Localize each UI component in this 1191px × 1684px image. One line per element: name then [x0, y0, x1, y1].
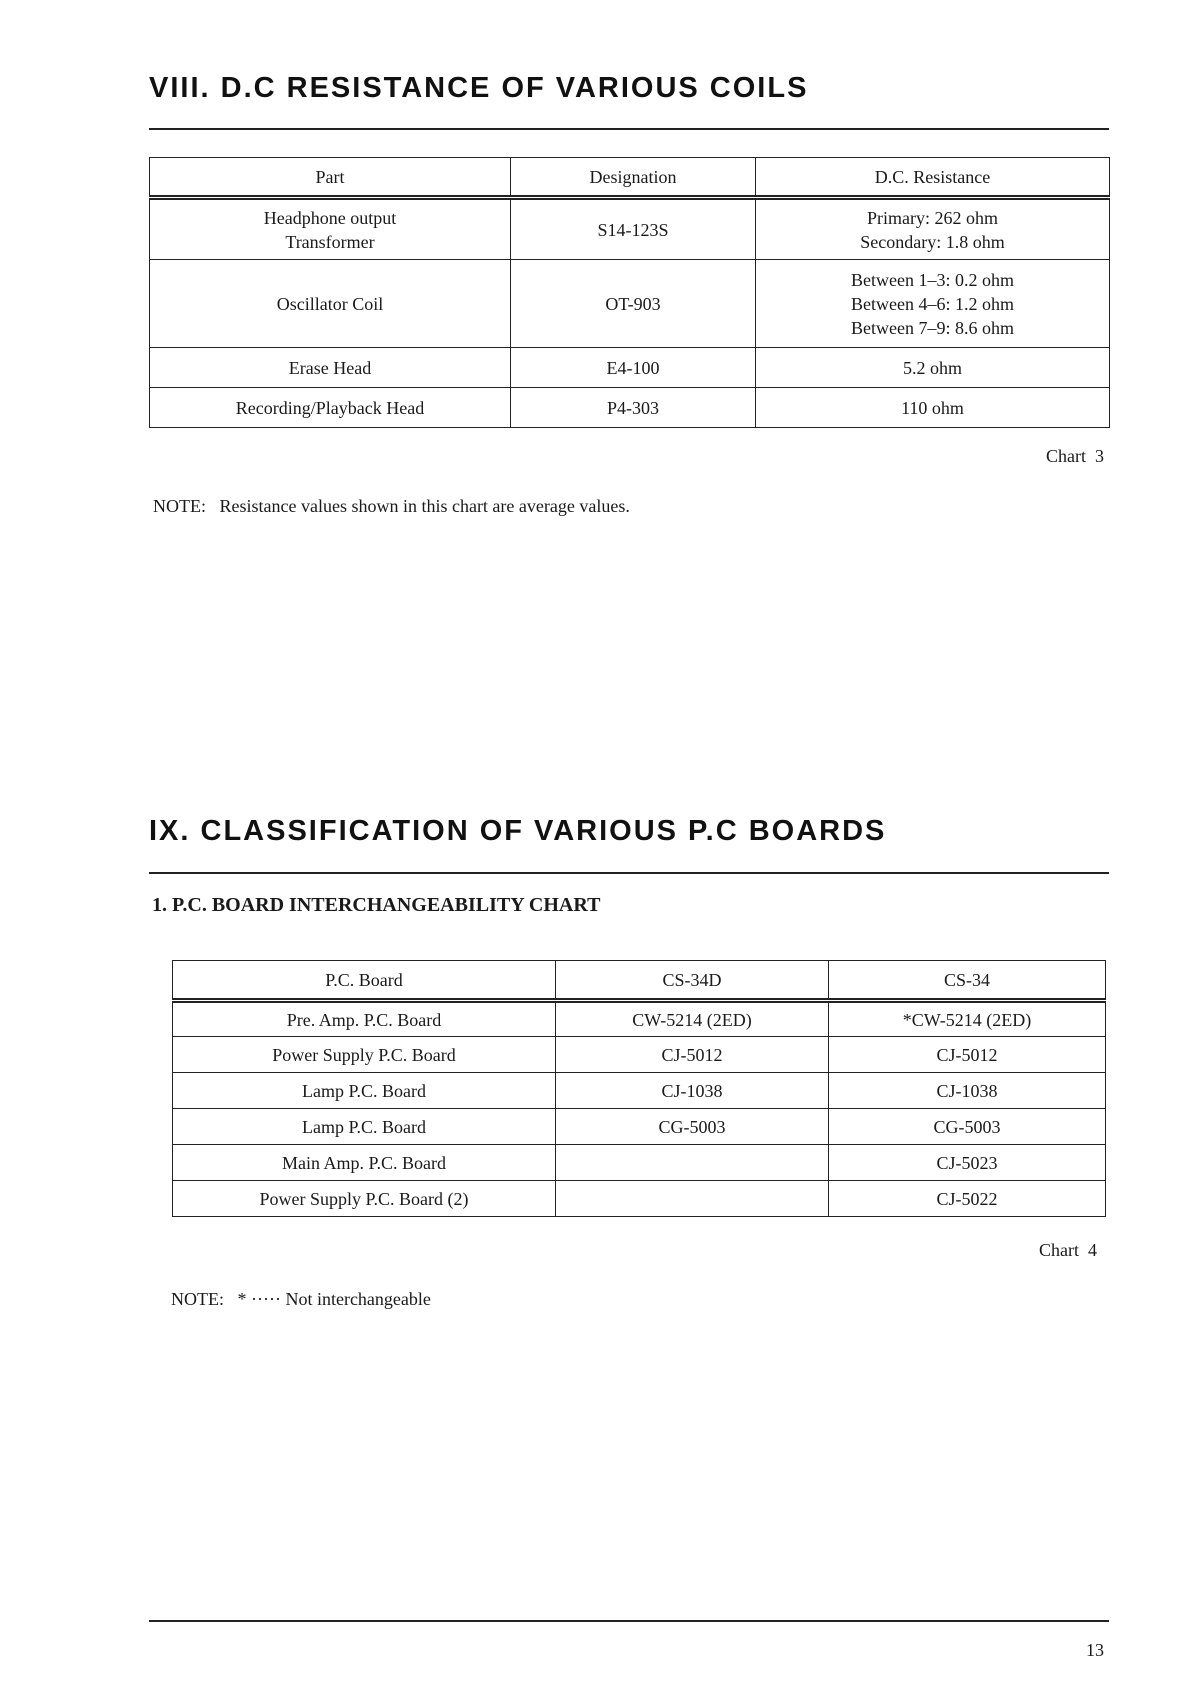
cell-cs-34: CJ-5022	[829, 1181, 1106, 1217]
cell-pc-board: Lamp P.C. Board	[173, 1073, 556, 1109]
cell-cs-34: CG-5003	[829, 1109, 1106, 1145]
table-header-row	[173, 961, 1106, 1001]
table-row	[173, 1001, 1106, 1037]
header-dc-resistance: D.C. Resistance	[756, 158, 1110, 198]
cell-line: Primary: 262 ohm	[867, 207, 998, 228]
footer-rule	[149, 1620, 1109, 1622]
cell-cs-34d: CJ-5012	[556, 1037, 829, 1073]
cell-part: Recording/Playback Head	[150, 388, 511, 428]
cell-designation: E4-100	[511, 348, 756, 388]
section-8-note: NOTE: Resistance values shown in this chart are average values.	[153, 496, 630, 516]
cell-pc-board: Power Supply P.C. Board	[173, 1037, 556, 1073]
cell-cs-34d	[556, 1181, 829, 1217]
cell-part	[150, 198, 511, 260]
cell-line: Between 7–9: 8.6 ohm	[851, 317, 1014, 338]
cell-line: Secondary: 1.8 ohm	[860, 231, 1005, 252]
header-part: Part	[150, 158, 511, 198]
cell-pc-board: Pre. Amp. P.C. Board	[173, 1001, 556, 1037]
section-9-subheading: 1. P.C. BOARD INTERCHANGEABILITY CHART	[152, 894, 601, 916]
pc-board-table	[172, 960, 1106, 1217]
cell-resistance	[756, 198, 1110, 260]
header-cs-34: CS-34	[829, 961, 1106, 1001]
section-9-rule	[149, 872, 1109, 874]
chart-4-label: Chart 4	[1039, 1240, 1097, 1260]
table-row	[150, 348, 1110, 388]
cell-designation: P4-303	[511, 388, 756, 428]
coil-resistance-table	[149, 157, 1110, 428]
header-designation: Designation	[511, 158, 756, 198]
cell-cs-34d: CG-5003	[556, 1109, 829, 1145]
table-row	[173, 1109, 1106, 1145]
table-row	[173, 1073, 1106, 1109]
cell-cs-34: CJ-5012	[829, 1037, 1106, 1073]
cell-part: Erase Head	[150, 348, 511, 388]
cell-pc-board: Power Supply P.C. Board (2)	[173, 1181, 556, 1217]
cell-cs-34: *CW-5214 (2ED)	[829, 1001, 1106, 1037]
cell-designation: OT-903	[511, 260, 756, 348]
cell-cs-34d	[556, 1145, 829, 1181]
section-8-rule	[149, 128, 1109, 130]
section-9-title: IX. CLASSIFICATION OF VARIOUS P.C BOARDS	[149, 815, 887, 847]
cell-part: Oscillator Coil	[150, 260, 511, 348]
cell-line: Between 4–6: 1.2 ohm	[851, 293, 1014, 314]
table-row	[173, 1037, 1106, 1073]
table-row	[150, 388, 1110, 428]
table-row	[150, 260, 1110, 348]
table-row	[173, 1181, 1106, 1217]
chart-3-label: Chart 3	[1046, 446, 1104, 466]
cell-cs-34: CJ-1038	[829, 1073, 1106, 1109]
cell-pc-board: Main Amp. P.C. Board	[173, 1145, 556, 1181]
cell-line: Between 1–3: 0.2 ohm	[851, 269, 1014, 290]
section-9-note: NOTE: * ····· Not interchangeable	[171, 1289, 431, 1309]
header-cs-34d: CS-34D	[556, 961, 829, 1001]
cell-cs-34d: CW-5214 (2ED)	[556, 1001, 829, 1037]
section-8-title: VIII. D.C RESISTANCE OF VARIOUS COILS	[149, 72, 809, 104]
cell-line: Headphone output	[263, 207, 397, 228]
cell-pc-board: Lamp P.C. Board	[173, 1109, 556, 1145]
cell-designation: S14-123S	[511, 198, 756, 260]
cell-resistance: 5.2 ohm	[756, 348, 1110, 388]
page-number: 13	[1086, 1640, 1104, 1660]
table-row	[173, 1145, 1106, 1181]
table-row	[150, 198, 1110, 260]
cell-line: Transformer	[285, 231, 375, 252]
cell-resistance	[756, 260, 1110, 348]
cell-cs-34: CJ-5023	[829, 1145, 1106, 1181]
cell-resistance: 110 ohm	[756, 388, 1110, 428]
cell-cs-34d: CJ-1038	[556, 1073, 829, 1109]
table-header-row	[150, 158, 1110, 198]
header-pc-board: P.C. Board	[173, 961, 556, 1001]
